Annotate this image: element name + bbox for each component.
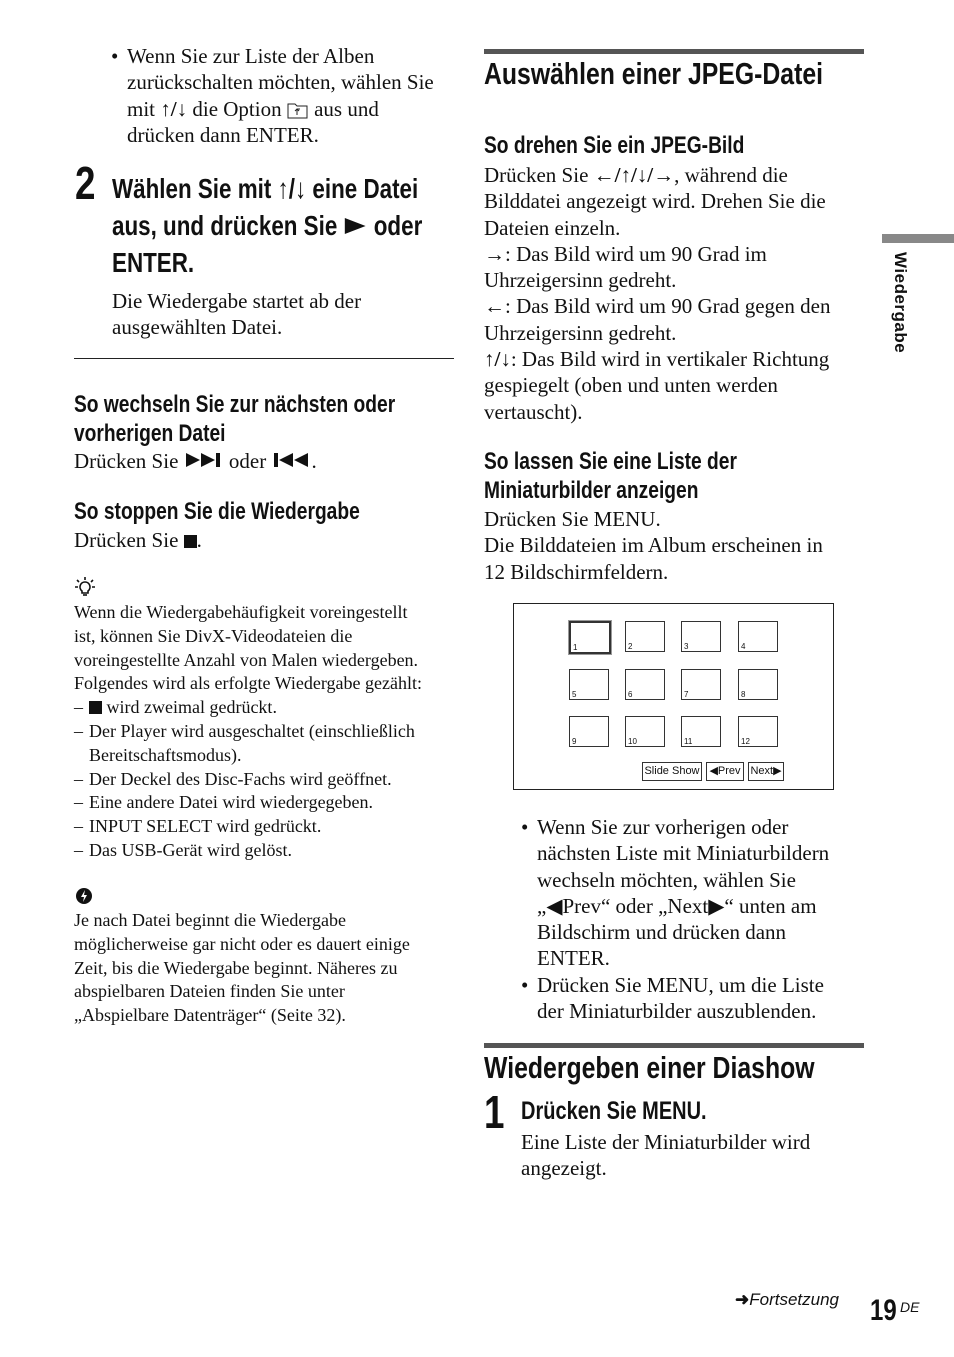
jpeg-section-title: Auswählen einer JPEG-Datei xyxy=(484,56,824,91)
thumbnail-cell[interactable]: 11 xyxy=(681,716,721,747)
album-back-bullet: • Wenn Sie zur Liste der Alben zurückschalten möchten, wählen Sie mit ↑/↓ die Option aus und drücken dann ENTER. xyxy=(111,44,434,147)
section-bar xyxy=(484,49,864,54)
side-tab xyxy=(888,252,912,362)
side-tab-bar xyxy=(882,234,954,243)
note-text: Je nach Datei beginnt die Wiedergabe möglicherweise gar nicht oder es dauert einige Zeit, bis die Wiedergabe beginnt. Näheres zu abspielbaren Dateien finden Sie unter „Abspielbare Datenträger“ (Seite 32). xyxy=(74,910,410,1026)
next-file-body: Drücken Sie oder . xyxy=(74,449,317,473)
stop-icon xyxy=(89,701,102,714)
thumbnail-cell[interactable]: 12 xyxy=(738,716,778,747)
section-divider xyxy=(74,358,454,359)
thumbnail-screen xyxy=(513,603,834,790)
slideshow-section-title: Wiedergeben einer Diashow xyxy=(484,1050,815,1085)
thumbnail-cell[interactable]: 2 xyxy=(625,621,665,652)
next-button[interactable]: Next▶ xyxy=(748,762,784,781)
stop-heading: So stoppen Sie die Wiedergabe xyxy=(74,498,360,525)
next-file-heading: So wechseln Sie zur nächsten oder vorherigen Datei xyxy=(74,391,396,447)
prev-button[interactable]: ◀Prev xyxy=(706,762,744,781)
side-tab-label: Wiedergabe xyxy=(891,252,910,354)
stop-icon xyxy=(184,535,197,548)
stop-body: Drücken Sie . xyxy=(74,528,202,552)
note-icon xyxy=(75,886,93,906)
up-down-arrow-icon: ↑/↓ xyxy=(160,96,188,121)
left-triangle-icon: ◀ xyxy=(546,893,563,918)
up-down-arrow-icon: ↑/↓ xyxy=(277,173,307,204)
right-triangle-icon: ▶ xyxy=(773,765,782,777)
right-arrow-icon: ➜ xyxy=(735,1290,750,1309)
thumbnail-cell[interactable]: 1 xyxy=(569,621,611,654)
right-arrow-icon: → xyxy=(484,241,505,266)
thumbnail-heading: So lassen Sie eine Liste der Miniaturbilder anzeigen xyxy=(484,448,737,504)
thumbnail-cell[interactable]: 9 xyxy=(569,716,609,747)
next-track-icon xyxy=(184,451,224,469)
step-1-number: 1 xyxy=(484,1086,505,1138)
thumbnail-body: Drücken Sie MENU. Die Bilddateien im Album erscheinen in 12 Bildschirmfeldern. xyxy=(484,507,823,584)
previous-track-icon xyxy=(271,451,311,469)
tip-icon xyxy=(74,576,96,598)
up-down-arrow-icon: ↑/↓ xyxy=(484,347,511,372)
folder-up-icon xyxy=(287,101,309,119)
rotate-heading: So drehen Sie ein JPEG-Bild xyxy=(484,132,745,159)
step-2-body: Die Wiedergabe startet ab der ausgewählten Datei. xyxy=(112,289,362,340)
continued-note: ➜Fortsetzung xyxy=(735,1290,840,1309)
step-2-heading: Wählen Sie mit ↑/↓ eine Datei aus, und drücken Sie oder ENTER. xyxy=(112,173,423,278)
thumbnail-cell[interactable]: 7 xyxy=(681,669,721,700)
step-1-heading: Drücken Sie MENU. xyxy=(521,1097,707,1125)
left-arrow-icon: ← xyxy=(484,294,505,319)
step-1-body: Eine Liste der Miniaturbilder wird angezeigt. xyxy=(521,1130,811,1181)
thumbnail-cell[interactable]: 8 xyxy=(738,669,778,700)
step-2-number: 2 xyxy=(75,157,96,209)
direction-arrows-icon: ←/↑/↓/→ xyxy=(593,163,675,187)
slide-show-button[interactable]: Slide Show xyxy=(642,762,702,781)
thumbnail-cell[interactable]: 5 xyxy=(569,669,609,700)
thumbnail-cell[interactable]: 6 xyxy=(625,669,665,700)
thumbnail-cell[interactable]: 4 xyxy=(738,621,778,652)
left-triangle-icon: ◀ xyxy=(709,765,718,777)
right-triangle-icon: ▶ xyxy=(708,893,725,918)
tip-text: Wenn die Wiedergabehäufigkeit voreingestellt ist, können Sie DivX-Videodateien die voreingestellte Anzahl von Malen wiedergeben. Folgendes wird als erfolgte Wiedergabe gezählt: – wird zweimal gedrückt. – Der Player wird ausgeschaltet (einschließlich Bereitschaftsmodus). – Der Deckel des Disc-Fachs wird geöffnet. – Eine andere Datei wird wiedergegeben. – INPUT SELECT wird gedrückt. – Das USB-Gerät wird gelöst. xyxy=(74,602,422,860)
page-number: 19 DE xyxy=(870,1294,920,1327)
play-icon xyxy=(344,216,368,236)
rotate-body: Drücken Sie ←/↑/↓/→, während die Bilddatei angezeigt wird. Drehen Sie die Dateien einzeln. →: Das Bild wird um 90 Grad im Uhrzeigersinn gedreht. ←: Das Bild wird um 90 Grad gegen den Uhrzeigersinn gedreht. ↑/↓: Das Bild wird in vertikaler Richtung gespiegelt (oben und unten werden vertauscht). xyxy=(484,163,831,424)
thumbnail-cell[interactable]: 3 xyxy=(681,621,721,652)
thumbnail-cell[interactable]: 10 xyxy=(625,716,665,747)
section-bar xyxy=(484,1043,864,1048)
thumbnail-bullets: • Wenn Sie zur vorherigen oder nächsten Liste mit Miniaturbildern wechseln möchten, wählen Sie „◀Prev“ oder „Next▶“ unten am Bildschirm und drücken dann ENTER. • Drücken Sie MENU, um die Liste der Miniaturbilder auszublenden. xyxy=(521,815,830,1024)
